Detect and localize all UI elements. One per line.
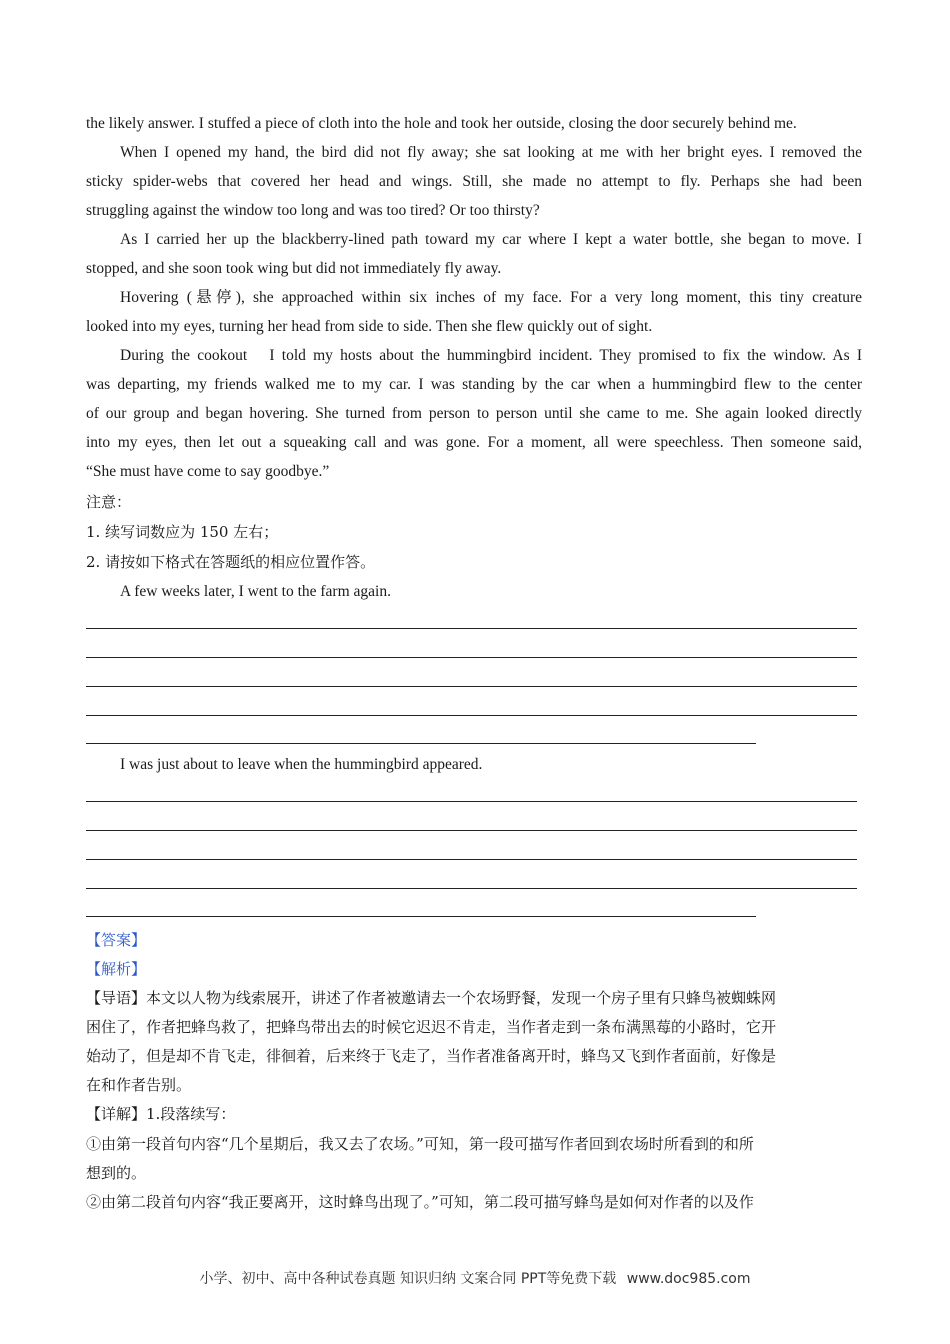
- notes-item: 1. 续写词数应为 150 左右；: [86, 523, 279, 541]
- answer-line: [86, 859, 857, 860]
- guide-tag: 【导语】: [86, 989, 147, 1007]
- answer-line: [86, 916, 756, 917]
- guide-line: [86, 988, 862, 1008]
- prompt-first: A few weeks later, I went to the farm again.: [120, 583, 391, 600]
- notes-item: 2. 请按如下格式在答题纸的相应位置作答。: [86, 553, 376, 571]
- story-line: sticky spider-webs that covered her head and wings. Still, she made no attempt to fly. Perhaps she had been: [86, 173, 862, 190]
- story-line: into my eyes, then let out a squeaking call and was gone. For a moment, all were speechless. Then someone said,: [86, 434, 862, 451]
- story-line: looked into my eyes, turning her head from side to side. Then she flew quickly out of sight.: [86, 318, 653, 335]
- answer-line: [86, 888, 857, 889]
- footer-text: 小学、初中、高中各种试卷真题 知识归纳 文案合同 PPT等免费下载: [199, 1271, 617, 1287]
- footer-link[interactable]: www.doc985.com: [626, 1271, 751, 1287]
- detail-line: [86, 1104, 862, 1124]
- guide-line: 始动了，但是却不肯飞走，徘徊着，后来终于飞走了，当作者准备离开时，蜂鸟又飞到作者面前，好像是: [86, 1047, 777, 1065]
- prompt-second: I was just about to leave when the hummingbird appeared.: [120, 756, 483, 773]
- analysis-tag: 【解析】: [86, 960, 147, 978]
- story-line: As I carried her up the blackberry-lined path toward my car where I kept a water bottle, she began to move. I: [120, 231, 862, 248]
- guide-line: 困住了，作者把蜂鸟救了，把蜂鸟带出去的时候它迟迟不肯走，当作者走到一条布满黑莓的小路时，它开: [86, 1018, 777, 1036]
- detail-head: 1.段落续写：: [146, 1105, 236, 1123]
- detail-line: ①由第一段首句内容“几个星期后，我又去了农场。”可知，第一段可描写作者回到农场时所看到的和所: [86, 1135, 754, 1153]
- detail-line: ②由第二段首句内容“我正要离开，这时蜂鸟出现了。”可知，第二段可描写蜂鸟是如何对作者的以及作: [86, 1193, 754, 1211]
- answer-line: [86, 628, 857, 629]
- story-line: the likely answer. I stuffed a piece of cloth into the hole and took her outside, closing the door securely behind me.: [86, 115, 797, 132]
- story-line: of our group and began hovering. She turned from person to person until she came to me. She again looked directly: [86, 405, 862, 422]
- detail-line: 想到的。: [86, 1164, 147, 1182]
- notes-heading: 注意：: [86, 493, 132, 511]
- story-line: When I opened my hand, the bird did not fly away; she sat looking at me with her bright eyes. I removed the: [120, 144, 862, 161]
- story-line: Hovering (悬停), she approached within six inches of my face. For a very long moment, this tiny creature: [120, 289, 862, 306]
- answer-line: [86, 830, 857, 831]
- story-line: “She must have come to say goodbye.”: [86, 463, 330, 480]
- answer-tag: 【答案】: [86, 931, 147, 949]
- answer-line: [86, 715, 857, 716]
- story-line: During the cookout I told my hosts about the hummingbird incident. They promised to fix the window. As I: [120, 347, 862, 364]
- answer-line: [86, 686, 857, 687]
- answer-line: [86, 801, 857, 802]
- guide-line: 在和作者告别。: [86, 1076, 192, 1094]
- story-line: was departing, my friends walked me to my car. I was standing by the car when a hummingbird flew to the center: [86, 376, 862, 393]
- page-footer: [0, 1268, 950, 1288]
- detail-tag: 【详解】: [86, 1105, 147, 1123]
- story-line: struggling against the window too long and was too tired? Or too thirsty?: [86, 202, 540, 219]
- guide-text: 本文以人物为线索展开，讲述了作者被邀请去一个农场野餐，发现一个房子里有只蜂鸟被蜘蛛网: [146, 989, 777, 1007]
- story-line: stopped, and she soon took wing but did not immediately fly away.: [86, 260, 502, 277]
- answer-line: [86, 657, 857, 658]
- answer-line: [86, 743, 756, 744]
